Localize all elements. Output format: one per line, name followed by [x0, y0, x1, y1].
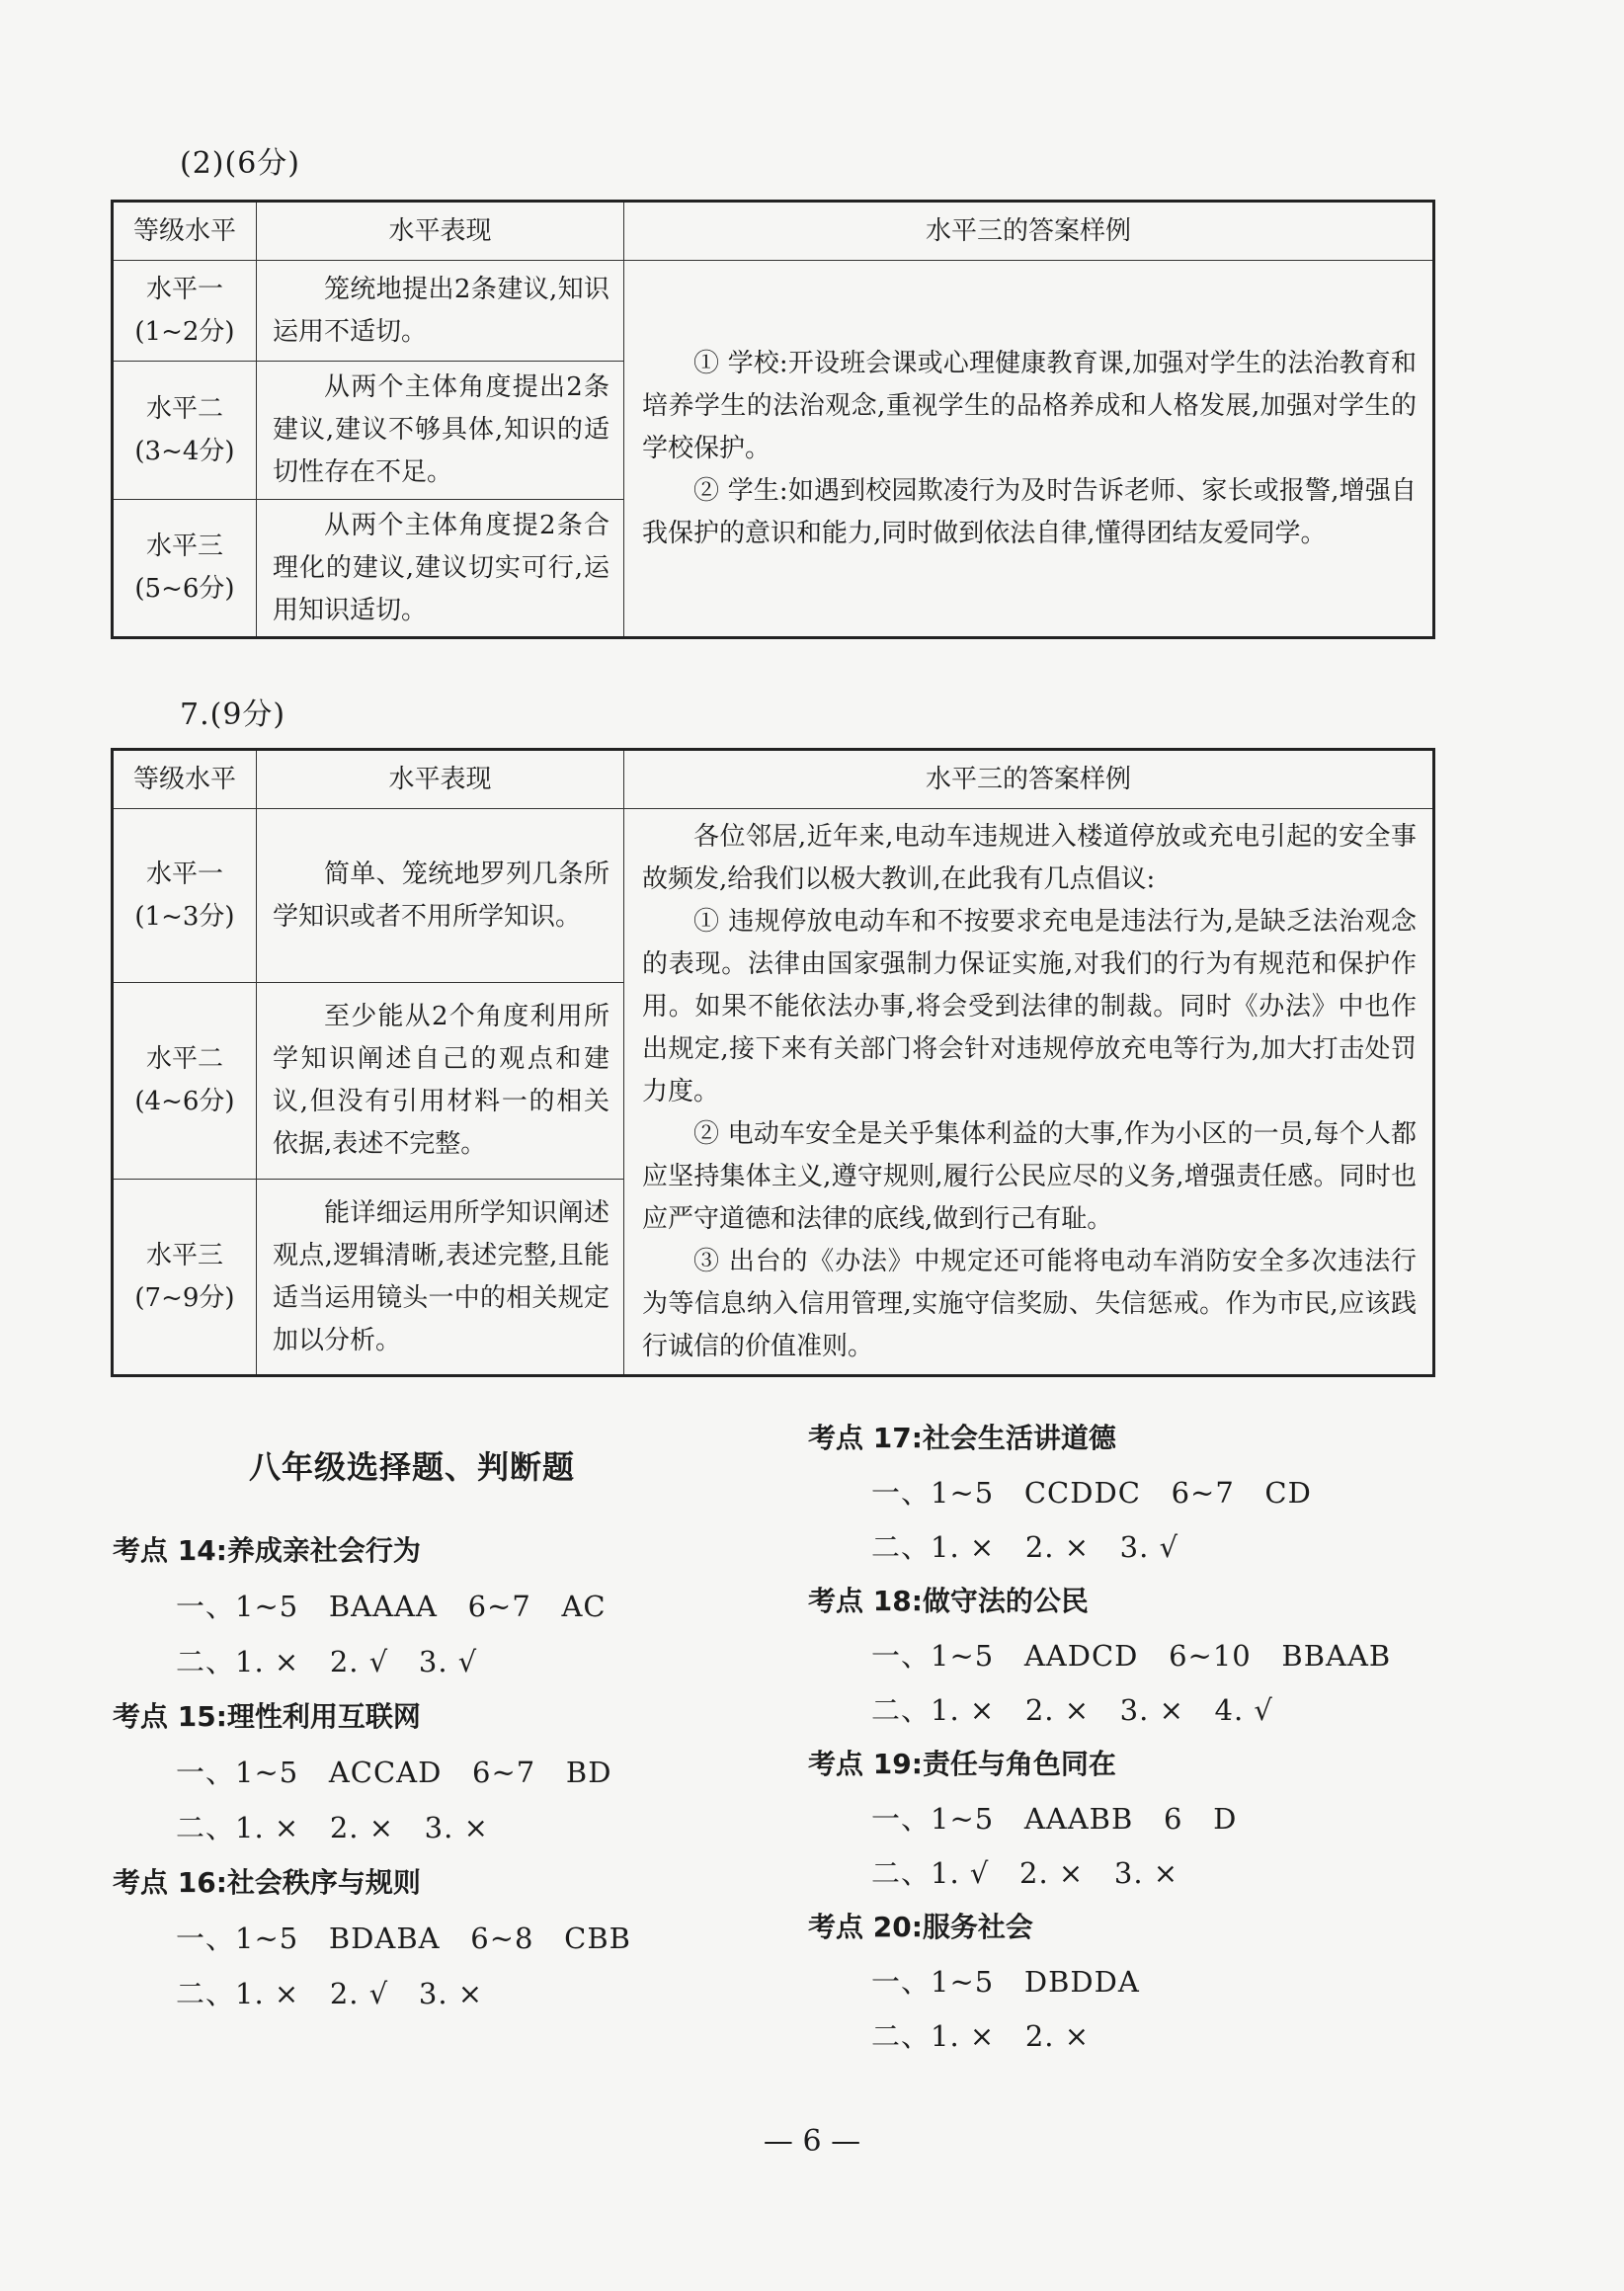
judge-answers: 二、1. × 2. ×	[871, 2019, 1091, 2053]
level-cell	[113, 809, 257, 983]
sample-answer-cell	[624, 261, 1434, 638]
kaodian-title: 考点 18:做守法的公民	[808, 1585, 1089, 1617]
level-name: 水平一	[145, 859, 223, 889]
choice-answers: 一、1~5 BDABA 6~8 CBB	[176, 1922, 631, 1955]
level-name: 水平二	[145, 1044, 223, 1074]
table-row	[113, 809, 1434, 983]
choice-answers: 一、1~5 ACCAD 6~7 BD	[176, 1756, 612, 1789]
performance-cell	[257, 362, 624, 500]
judge-answers: 二、1. × 2. × 3. √	[871, 1530, 1179, 1564]
judge-answers: 二、1. × 2. × 3. ×	[176, 1811, 489, 1844]
performance-cell	[257, 500, 624, 638]
header-level: 等级水平	[113, 750, 257, 809]
sample-paragraph: ① 学校:开设班会课或心理健康教育课,加强对学生的法治教育和培养学生的法治观念,重视学生的品格养成和人格发展,加强对学生的学校保护。	[642, 348, 1417, 463]
choice-answers: 一、1~5 BAAAA 6~7 AC	[176, 1590, 607, 1623]
kaodian-title: 考点 16:社会秩序与规则	[113, 1866, 421, 1899]
performance-text: 从两个主体角度提2条合理化的建议,建议切实可行,运用知识适切。	[273, 510, 609, 625]
question-7-label: 7.(9分)	[180, 697, 286, 732]
rubric-table-q7	[111, 748, 1435, 1377]
kaodian-title: 考点 17:社会生活讲道德	[808, 1422, 1116, 1454]
level-cell	[113, 1180, 257, 1376]
choice-answers: 一、1~5 AAABB 6 D	[871, 1802, 1238, 1836]
kaodian-title: 考点 20:服务社会	[808, 1911, 1033, 1943]
rubric-table-q2	[111, 200, 1435, 639]
level-name: 水平一	[145, 274, 223, 304]
level-name: 水平三	[145, 532, 223, 561]
level-score: (7~9分)	[134, 1282, 235, 1313]
level-score: (3~4分)	[134, 436, 235, 466]
header-level: 等级水平	[113, 202, 257, 261]
performance-cell	[257, 1180, 624, 1376]
judge-answers: 二、1. × 2. × 3. × 4. √	[871, 1693, 1273, 1727]
kaodian-title: 考点 15:理性利用互联网	[113, 1700, 421, 1733]
performance-text: 至少能从2个角度利用所学知识阐述自己的观点和建议,但没有引用材料一的相关依据,表述不完整。	[273, 1002, 609, 1159]
table-row	[113, 261, 1434, 362]
question-2-label: (2)(6分)	[180, 146, 300, 181]
level-cell	[113, 983, 257, 1180]
judge-answers: 二、1. × 2. √ 3. √	[176, 1645, 478, 1678]
choice-answers: 一、1~5 CCDDC 6~7 CD	[871, 1476, 1312, 1510]
level-name: 水平三	[145, 1240, 223, 1270]
kaodian-title: 考点 14:养成亲社会行为	[113, 1534, 421, 1567]
table-header-row	[113, 202, 1434, 261]
performance-cell	[257, 809, 624, 983]
kaodian-right-column	[808, 1417, 1391, 2069]
choice-answers: 一、1~5 DBDDA	[871, 1965, 1140, 1999]
choice-answers: 一、1~5 AADCD 6~10 BBAAB	[871, 1639, 1392, 1673]
header-sample: 水平三的答案样例	[624, 202, 1434, 261]
sample-paragraph: ③ 出台的《办法》中规定还可能将电动车消防安全多次违法行为等信息纳入信用管理,实施守信奖励、失信惩戒。作为市民,应该践行诚信的价值准则。	[642, 1246, 1417, 1361]
performance-text: 从两个主体角度提出2条建议,建议不够具体,知识的适切性存在不足。	[273, 372, 609, 487]
judge-answers: 二、1. × 2. √ 3. ×	[176, 1977, 484, 2010]
performance-text: 能详细运用所学知识阐述观点,逻辑清晰,表述完整,且能适当运用镜头一中的相关规定加以分析。	[273, 1197, 609, 1355]
section-title: 八年级选择题、判断题	[249, 1448, 576, 1486]
header-performance: 水平表现	[257, 750, 624, 809]
performance-cell	[257, 983, 624, 1180]
judge-answers: 二、1. √ 2. × 3. ×	[871, 1856, 1179, 1890]
header-performance: 水平表现	[257, 202, 624, 261]
level-score: (1~3分)	[134, 901, 235, 932]
level-cell	[113, 500, 257, 638]
sample-paragraph: 各位邻居,近年来,电动车违规进入楼道停放或充电引起的安全事故频发,给我们以极大教训,在此我有几点倡议:	[642, 821, 1417, 894]
sample-paragraph: ② 学生:如遇到校园欺凌行为及时告诉老师、家长或报警,增强自我保护的意识和能力,同时做到依法自律,懂得团结友爱同学。	[642, 475, 1417, 548]
level-name: 水平二	[145, 393, 223, 424]
sample-paragraph: ② 电动车安全是关乎集体利益的大事,作为小区的一员,每个人都应坚持集体主义,遵守规则,履行公民应尽的义务,增强责任感。同时也应严守道德和法律的底线,做到行己有耻。	[642, 1118, 1417, 1234]
sample-answer-cell	[624, 809, 1434, 1376]
header-sample: 水平三的答案样例	[624, 750, 1434, 809]
level-cell	[113, 261, 257, 362]
level-score: (1~2分)	[134, 316, 235, 347]
kaodian-title: 考点 19:责任与角色同在	[808, 1748, 1116, 1780]
performance-text: 笼统地提出2条建议,知识运用不适切。	[273, 274, 609, 347]
level-score: (5~6分)	[134, 574, 235, 604]
table-header-row	[113, 750, 1434, 809]
sample-paragraph: ① 违规停放电动车和不按要求充电是违法行为,是缺乏法治观念的表现。法律由国家强制力保证实施,对我们的行为有规范和保护作用。如果不能依法办事,将会受到法律的制裁。同时《办法》中也作出规定,接下来有关部门将会针对违规停放充电等行为,加大打击处罚力度。	[642, 906, 1417, 1106]
performance-text: 简单、笼统地罗列几条所学知识或者不用所学知识。	[273, 859, 609, 932]
kaodian-left-column	[113, 1529, 631, 2027]
level-score: (4~6分)	[134, 1087, 235, 1116]
level-cell	[113, 362, 257, 500]
page-number: — 6 —	[763, 2124, 861, 2159]
performance-cell	[257, 261, 624, 362]
